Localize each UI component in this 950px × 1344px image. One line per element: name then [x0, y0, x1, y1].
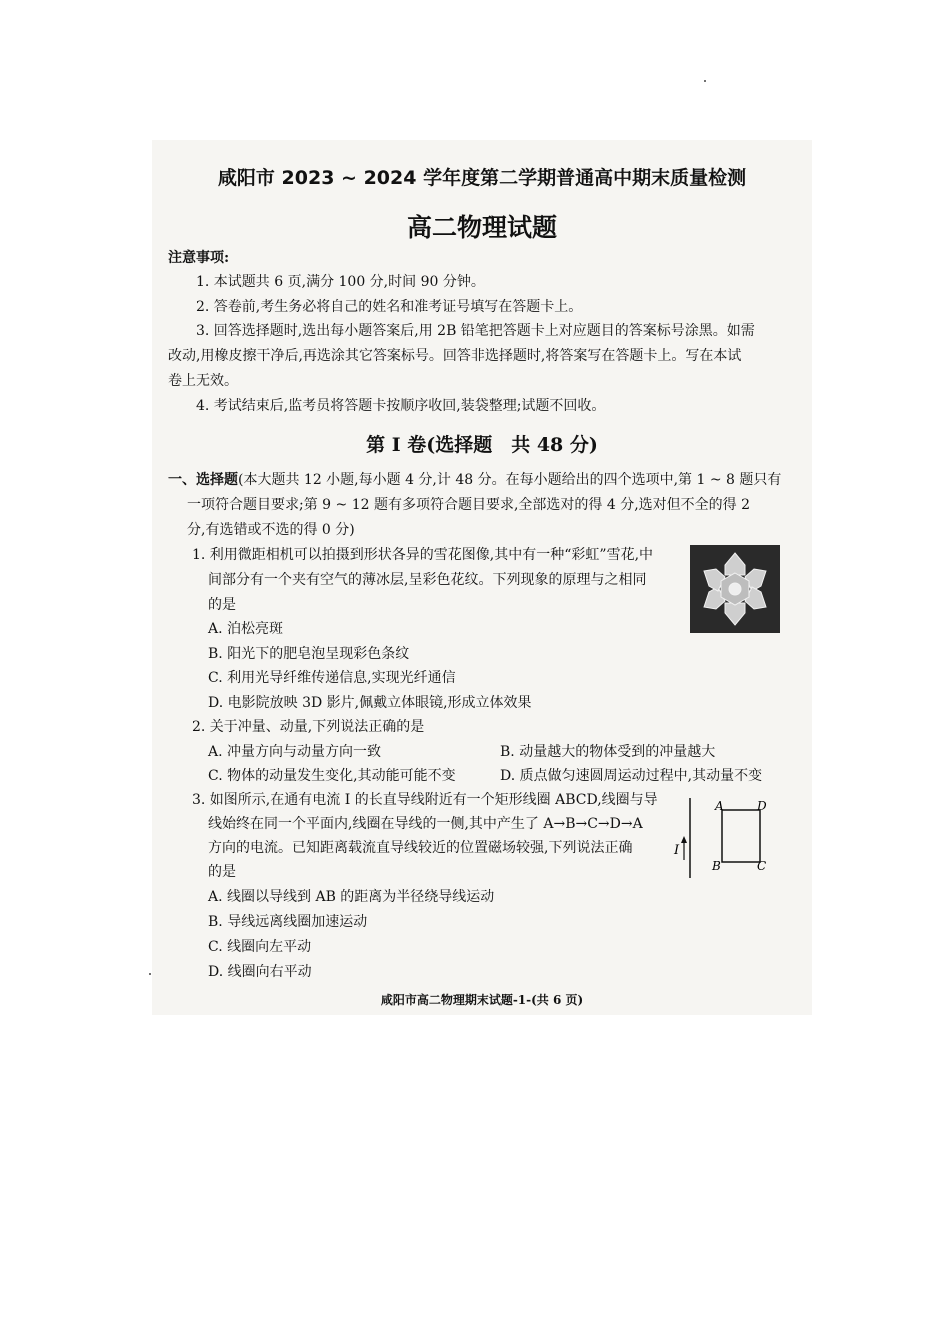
part-one-line: 一项符合题目要求;第 9 ~ 12 题有多项符合题目要求,全部选对的得 4 分,选对但不全的得 2 — [187, 497, 751, 513]
notice-item: 改动,用橡皮擦干净后,再选涂其它答案标号。回答非选择题时,将答案写在答题卡上。写在本试 — [168, 348, 742, 364]
notice-item: 4. 考试结束后,监考员将答题卡按顺序收回,装袋整理;试题不回收。 — [196, 398, 606, 414]
q1-option-d: D. 电影院放映 3D 影片,佩戴立体眼镜,形成立体效果 — [208, 695, 532, 711]
q3-stem: 方向的电流。已知距离载流直导线较近的位置磁场较强,下列说法正确 — [208, 840, 633, 856]
part-one-intro — [168, 471, 781, 489]
notice-heading: 注意事项: — [168, 250, 230, 266]
q1-option-a: A. 泊松亮斑 — [208, 621, 284, 637]
rectangular-coil — [722, 810, 760, 862]
corner-label-b: B — [712, 859, 721, 873]
q2-option-c: C. 物体的动量发生变化,其动能可能不变 — [208, 768, 456, 784]
q3-stem: 的是 — [208, 864, 236, 880]
notice-item: 卷上无效。 — [168, 373, 238, 389]
corner-label-a: A — [715, 799, 724, 813]
snowflake-photo — [690, 545, 780, 633]
corner-label-c: C — [757, 859, 767, 873]
current-label: I — [674, 843, 680, 858]
notice-item: 1. 本试题共 6 页,满分 100 分,时间 90 分钟。 — [196, 274, 485, 290]
part-one-label: 一、选择题 — [168, 472, 238, 488]
q2-option-d: D. 质点做匀速圆周运动过程中,其动量不变 — [500, 768, 763, 784]
q1-option-c: C. 利用光导纤维传递信息,实现光纤通信 — [208, 670, 456, 686]
q3-stem: 3. 如图所示,在通有电流 I 的长直导线附近有一个矩形线圈 ABCD,线圈与导 — [192, 792, 658, 808]
page-footer: 咸阳市高二物理期末试题-1-(共 6 页) — [380, 993, 584, 1007]
q3-option-b: B. 导线远离线圈加速运动 — [208, 914, 368, 930]
q1-stem: 1. 利用微距相机可以拍摄到形状各异的雪花图像,其中有一种“彩虹”雪花,中 — [192, 547, 654, 563]
q1-stem: 间部分有一个夹有空气的薄冰层,呈彩色花纹。下列现象的原理与之相同 — [208, 572, 647, 588]
q1-option-b: B. 阳光下的肥皂泡呈现彩色条纹 — [208, 646, 410, 662]
scan-speck — [704, 80, 706, 82]
exam-title: 咸阳市 2023 ~ 2024 学年度第二学期普通高中期末质量检测 — [217, 167, 747, 189]
corner-label-d: D — [757, 799, 767, 813]
notice-item: 2. 答卷前,考生务必将自己的姓名和准考证号填写在答题卡上。 — [196, 299, 583, 315]
section-title: 第 Ⅰ 卷(选择题 共 48 分) — [366, 434, 598, 456]
part-one-line: (本大题共 12 小题,每小题 4 分,计 48 分。在每小题给出的四个选项中,第 1 ~ 8 题只有 — [238, 472, 782, 488]
part-one-line: 分,有选错或不选的得 0 分) — [187, 522, 355, 538]
scan-speck — [149, 973, 151, 975]
q3-option-d: D. 线圈向右平动 — [208, 964, 312, 980]
q3-option-a: A. 线圈以导线到 AB 的距离为半径绕导线运动 — [208, 889, 495, 905]
q2-option-b: B. 动量越大的物体受到的冲量越大 — [500, 744, 716, 760]
notice-item: 3. 回答选择题时,选出每小题答案后,用 2B 铅笔把答题卡上对应题目的答案标号涂黑。如需 — [196, 323, 755, 339]
arrow-head-icon — [681, 836, 687, 843]
q1-stem: 的是 — [208, 597, 236, 613]
q2-stem: 2. 关于冲量、动量,下列说法正确的是 — [192, 719, 425, 735]
wire-coil-diagram — [670, 796, 780, 886]
exam-subtitle: 高二物理试题 — [406, 213, 557, 242]
q3-stem: 线始终在同一个平面内,线圈在导线的一侧,其中产生了 A→B→C→D→A — [208, 816, 643, 832]
q2-option-a: A. 冲量方向与动量方向一致 — [208, 744, 382, 760]
q3-option-c: C. 线圈向左平动 — [208, 939, 312, 955]
